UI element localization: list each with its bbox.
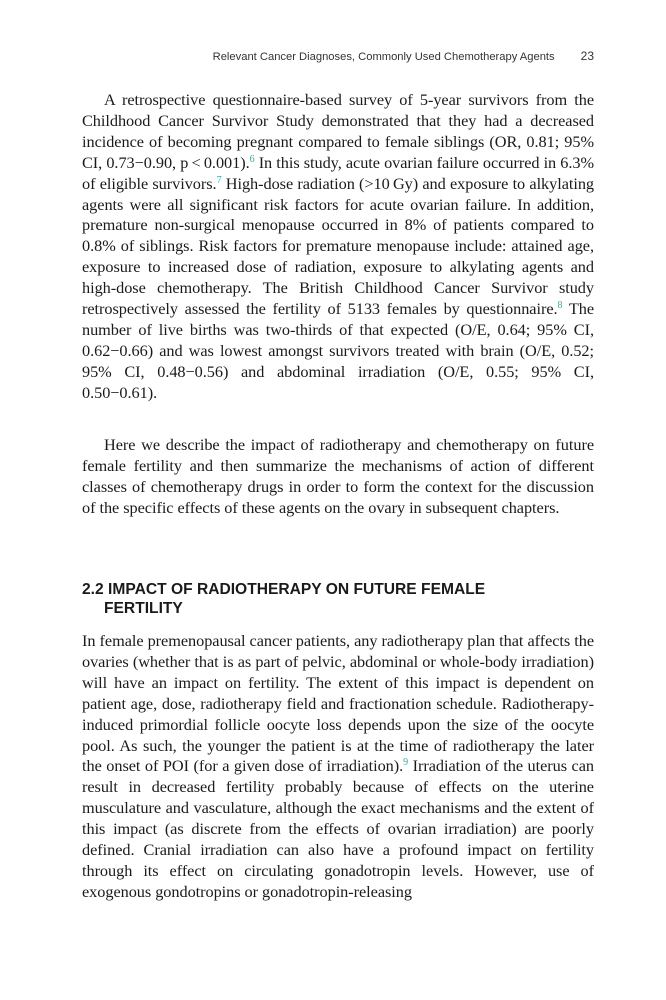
body-paragraph-1 (82, 90, 594, 404)
running-head (82, 49, 594, 63)
reference-link-7[interactable]: 7 (216, 174, 222, 186)
running-title: Relevant Cancer Diagnoses, Commonly Used Chemotherapy Agents (212, 51, 555, 63)
section-heading-line2: FERTILITY (104, 600, 183, 617)
paragraph-text: In female premenopausal cancer patients, any radiotherapy plan that affects the ovaries (whether that is as part of pelvic, abdominal or whole-body irradiation) will have an impact on fertility. The extent of this impact is dependent on patient age, dose, radiotherapy field and fractionation schedule. Radiotherapy-induced primordial follicle oocyte loss depends upon the size of the oocyte pool. As such, the younger the patient is at the time of radiotherapy the later the onset of POI (for a given dose of irradiation). (82, 631, 594, 776)
paragraph-text: The number of live births was two-thirds of that expected (O/E, 0.64; 95% CI, 0.62−0.66) and was lowest amongst survivors treated with brain (O/E, 0.52; 95% CI, 0.48−0.56) and abdominal irradiation (O/E, 0.55; 95% CI, 0.50−0.61). (82, 299, 594, 402)
body-paragraph-3 (82, 631, 594, 903)
section-heading-line1: 2.2 IMPACT OF RADIOTHERAPY ON FUTURE FEMALE (82, 581, 486, 598)
reference-link-9[interactable]: 9 (403, 757, 409, 769)
body-paragraph-2 (82, 435, 594, 519)
reference-link-6[interactable]: 6 (249, 153, 255, 165)
paragraph-text: In this study, acute ovarian failure occurred in 6.3% of eligible survivors. (82, 152, 594, 193)
paragraph-text: A retrospective questionnaire-based survey of 5-year survivors from the Childhood Cancer Survivor Study demonstrated that they had a decreased incidence of becoming pregnant compared to female siblings (OR, 0.81; 95% CI, 0.73−0.90, p < 0.001). (82, 90, 594, 172)
reference-link-8[interactable]: 8 (557, 300, 563, 312)
paragraph-text: Here we describe the impact of radiotherapy and chemotherapy on future female fertility and then summarize the mechanisms of action of different classes of chemotherapy drugs in order to form the context for the discussion of the specific effects of these agents on the ovary in subsequent chapters. (82, 435, 594, 517)
paragraph-text: High-dose radiation (>10 Gy) and exposure to alkylating agents were all significant risk factors for acute ovarian failure. In addition, premature non-surgical menopause occurred in 8% of patients compared to 0.8% of siblings. Risk factors for premature menopause include: attained age, exposure to increased dose of radiation, exposure to alkylating agents and high-dose chemotherapy. The British Childhood Cancer Survivor study retrospectively assessed the fertility of 5133 females by questionnaire. (82, 173, 595, 319)
page-number: 23 (580, 49, 594, 63)
paragraph-text: Irradiation of the uterus can result in decreased fertility probably because of effects on the uterine musculature and vasculature, although the exact mechanisms and the extent of this impact (as discrete from the effects of ovarian irradiation) are poorly defined. Cranial irradiation can also have a profound impact on fertility through its effect on circulating gonadotropin levels. However, use of exogenous gondotropins or gonadotropin-releasing (82, 756, 595, 901)
section-heading (82, 580, 594, 618)
